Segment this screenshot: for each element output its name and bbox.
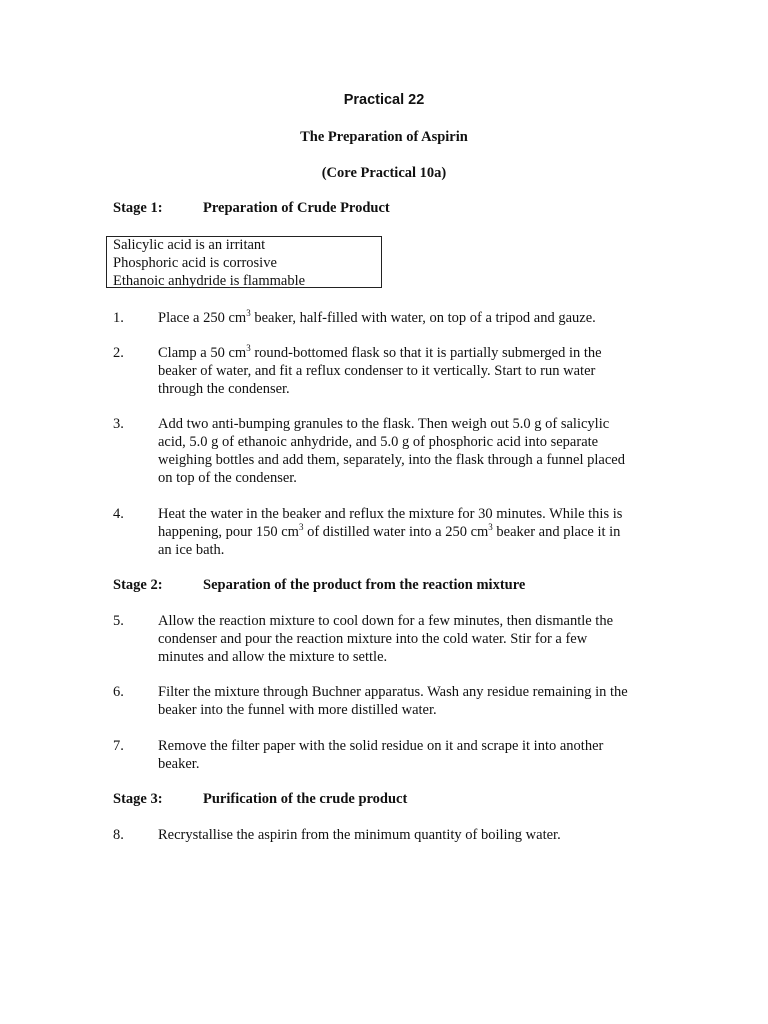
hazard-item: Ethanoic anhydride is flammable xyxy=(113,272,306,289)
step-text: round-bottomed flask so that it is partially submerged in the xyxy=(250,345,602,361)
step-line: beaker into the funnel with more distilled water. xyxy=(158,702,437,718)
step-line: an ice bath. xyxy=(158,542,225,558)
step-number: 1. xyxy=(113,310,124,326)
unit-exponent: 3 xyxy=(246,308,251,319)
step-number: 2. xyxy=(113,345,124,361)
step-line xyxy=(158,523,653,541)
unit-exponent: 3 xyxy=(246,343,251,354)
step-2 xyxy=(113,344,653,398)
unit-exponent: 3 xyxy=(488,522,493,533)
step-6 xyxy=(113,683,653,719)
stage-1-heading xyxy=(113,200,390,217)
step-number: 7. xyxy=(113,738,124,754)
step-line: beaker. xyxy=(158,756,200,772)
unit-exponent: 3 xyxy=(298,522,304,533)
step-1 xyxy=(113,309,653,327)
step-text: happening, pour 150 xyxy=(158,524,282,540)
step-line: Add two anti-bumping granules to the flask. Then weigh out 5.0 g of salicylic xyxy=(158,416,610,432)
step-text: beaker and place it in xyxy=(492,524,621,540)
step-line: Heat the water in the beaker and reflux the mixture for 30 minutes. While this is xyxy=(158,506,623,522)
step-line: condenser and pour the reaction mixture into the cold water. Stir for a few xyxy=(158,631,588,647)
step-number: 5. xyxy=(113,613,124,629)
step-text: Clamp a 50 xyxy=(158,345,229,361)
step-text: Place a 250 xyxy=(158,310,229,326)
stage-title: Preparation of Crude Product xyxy=(203,200,390,216)
step-line: beaker of water, and fit a reflux condenser to it vertically. Start to run water xyxy=(158,363,596,379)
unit-text: cm xyxy=(228,310,247,326)
step-line: Filter the mixture through Buchner apparatus. Wash any residue remaining in the xyxy=(158,684,628,700)
step-text: beaker, half-filled with water, on top of a tripod and gauze. xyxy=(250,310,596,326)
stage-label: Stage 3: xyxy=(113,791,163,807)
stage-3-heading xyxy=(113,791,407,808)
step-5 xyxy=(113,612,653,666)
step-3 xyxy=(113,415,653,487)
hazard-item: Salicylic acid is an irritant xyxy=(113,237,266,253)
step-4 xyxy=(113,505,653,559)
unit-text: cm xyxy=(228,345,247,361)
unit-text: cm xyxy=(281,524,299,540)
step-number: 6. xyxy=(113,684,124,700)
unit-text: cm xyxy=(470,524,489,540)
hazard-item: Phosphoric acid is corrosive xyxy=(113,254,277,271)
step-line: Allow the reaction mixture to cool down for a few minutes, then dismantle the xyxy=(158,613,614,629)
step-number: 8. xyxy=(113,827,124,843)
step-7 xyxy=(113,737,653,773)
step-number: 4. xyxy=(113,506,124,522)
core-practical-label: (Core Practical 10a) xyxy=(321,165,447,181)
step-line: weighing bottles and add them, separately, into the flask through a funnel placed xyxy=(158,452,625,468)
step-number: 3. xyxy=(113,416,124,432)
stage-title: Purification of the crude product xyxy=(203,791,408,807)
step-8 xyxy=(113,826,653,844)
step-line: acid, 5.0 g of ethanoic anhydride, and 5.0 g of phosphoric acid into separate xyxy=(158,434,599,450)
step-line: through the condenser. xyxy=(158,381,290,397)
step-line: minutes and allow the mixture to settle. xyxy=(158,649,388,665)
stage-label: Stage 2: xyxy=(113,577,163,593)
page-title: Practical 22 xyxy=(343,92,425,108)
step-line: Recrystallise the aspirin from the minimum quantity of boiling water. xyxy=(158,827,561,843)
stage-2-heading xyxy=(113,577,525,594)
document-subtitle: The Preparation of Aspirin xyxy=(300,129,468,145)
step-line: on top of the condenser. xyxy=(158,470,297,486)
stage-label: Stage 1: xyxy=(113,200,163,216)
stage-title: Separation of the product from the reaction mixture xyxy=(203,577,526,593)
hazard-box xyxy=(106,236,382,288)
step-line: Remove the filter paper with the solid residue on it and scrape it into another xyxy=(158,738,604,754)
step-line xyxy=(158,309,653,327)
step-line xyxy=(158,344,653,362)
step-text: of distilled water into a 250 xyxy=(303,524,471,540)
